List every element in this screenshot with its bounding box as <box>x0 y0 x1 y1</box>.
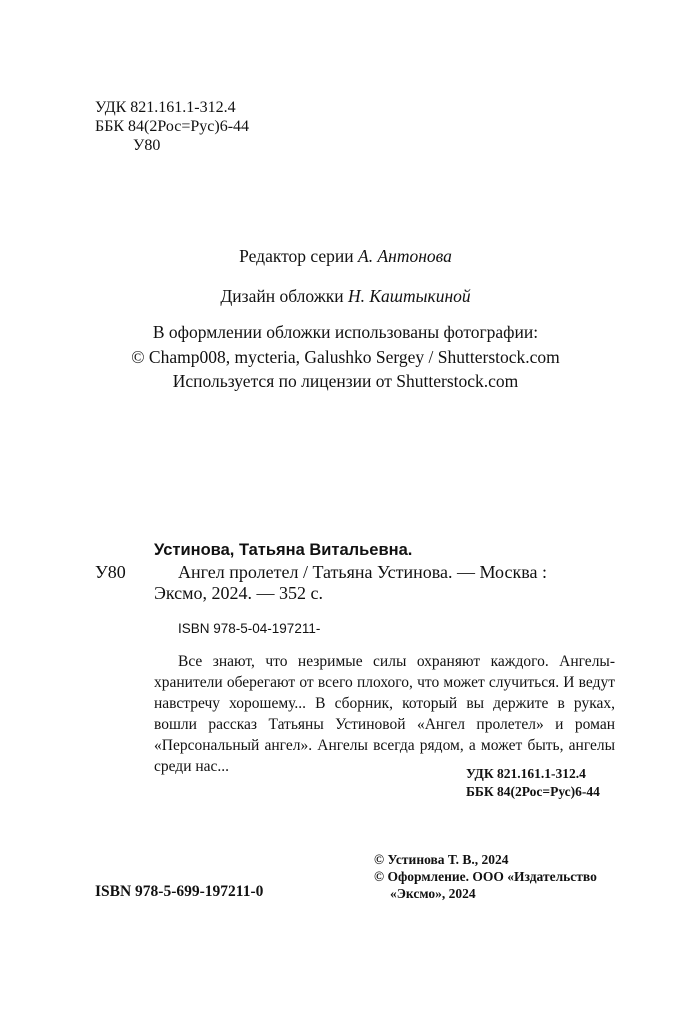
series-editor-name: А. Антонова <box>358 246 452 266</box>
bib-sign: У80 <box>95 562 126 582</box>
cover-design-name: Н. Каштыкиной <box>348 286 471 306</box>
copyright-design-line-1: © Оформление. ООО «Издательство <box>374 869 597 884</box>
bbk-code-top: ББК 84(2Рос=Рус)6-44 <box>95 118 250 135</box>
footer-isbn: ISBN 978-5-699-197211-0 <box>95 883 264 900</box>
bib-annotation: Все знают, что незримые силы охраняют каждого. Ангелы-хранители оберегают от всего плохого, что может случиться. И ведут навстречу хорошему... В сборник, который вы держите в руках, вошли рассказ Татьяны Устиновой «Ангел пролетел» и роман «Персональный ангел». Ангелы всегда рядом, а может быть, ангелы среди нас... <box>154 653 615 775</box>
bib-udk: УДК 821.161.1-312.4 <box>466 766 586 781</box>
photo-credit-line-3: Используется по лицензии от Shutterstock.com <box>172 371 519 391</box>
series-editor-line <box>0 244 691 268</box>
bib-title-line-1: Ангел пролетел / Татьяна Устинова. — Москва : <box>178 562 547 582</box>
photo-credit-line-2: © Champ008, mycteria, Galushko Sergey / Shutterstock.com <box>131 347 560 367</box>
copyright-author: © Устинова Т. В., 2024 <box>374 852 509 867</box>
bib-title-line-2: Эксмо, 2024. — 352 с. <box>154 583 324 603</box>
cover-design-line <box>0 284 691 308</box>
bib-bbk: ББК 84(2Рос=Рус)6-44 <box>466 784 600 799</box>
copyright-design-line-2: «Эксмо», 2024 <box>390 886 476 901</box>
author-sign-top: У80 <box>133 137 161 154</box>
photo-credit-line-1: В оформлении обложки использованы фотографии: <box>152 322 539 342</box>
cover-design-label: Дизайн обложки <box>220 286 344 306</box>
bib-author: Устинова, Татьяна Витальевна. <box>154 541 413 559</box>
series-editor-label: Редактор серии <box>239 246 354 266</box>
udk-code-top: УДК 821.161.1-312.4 <box>95 99 236 116</box>
bib-isbn: ISBN 978-5-04-197211- <box>178 621 321 636</box>
